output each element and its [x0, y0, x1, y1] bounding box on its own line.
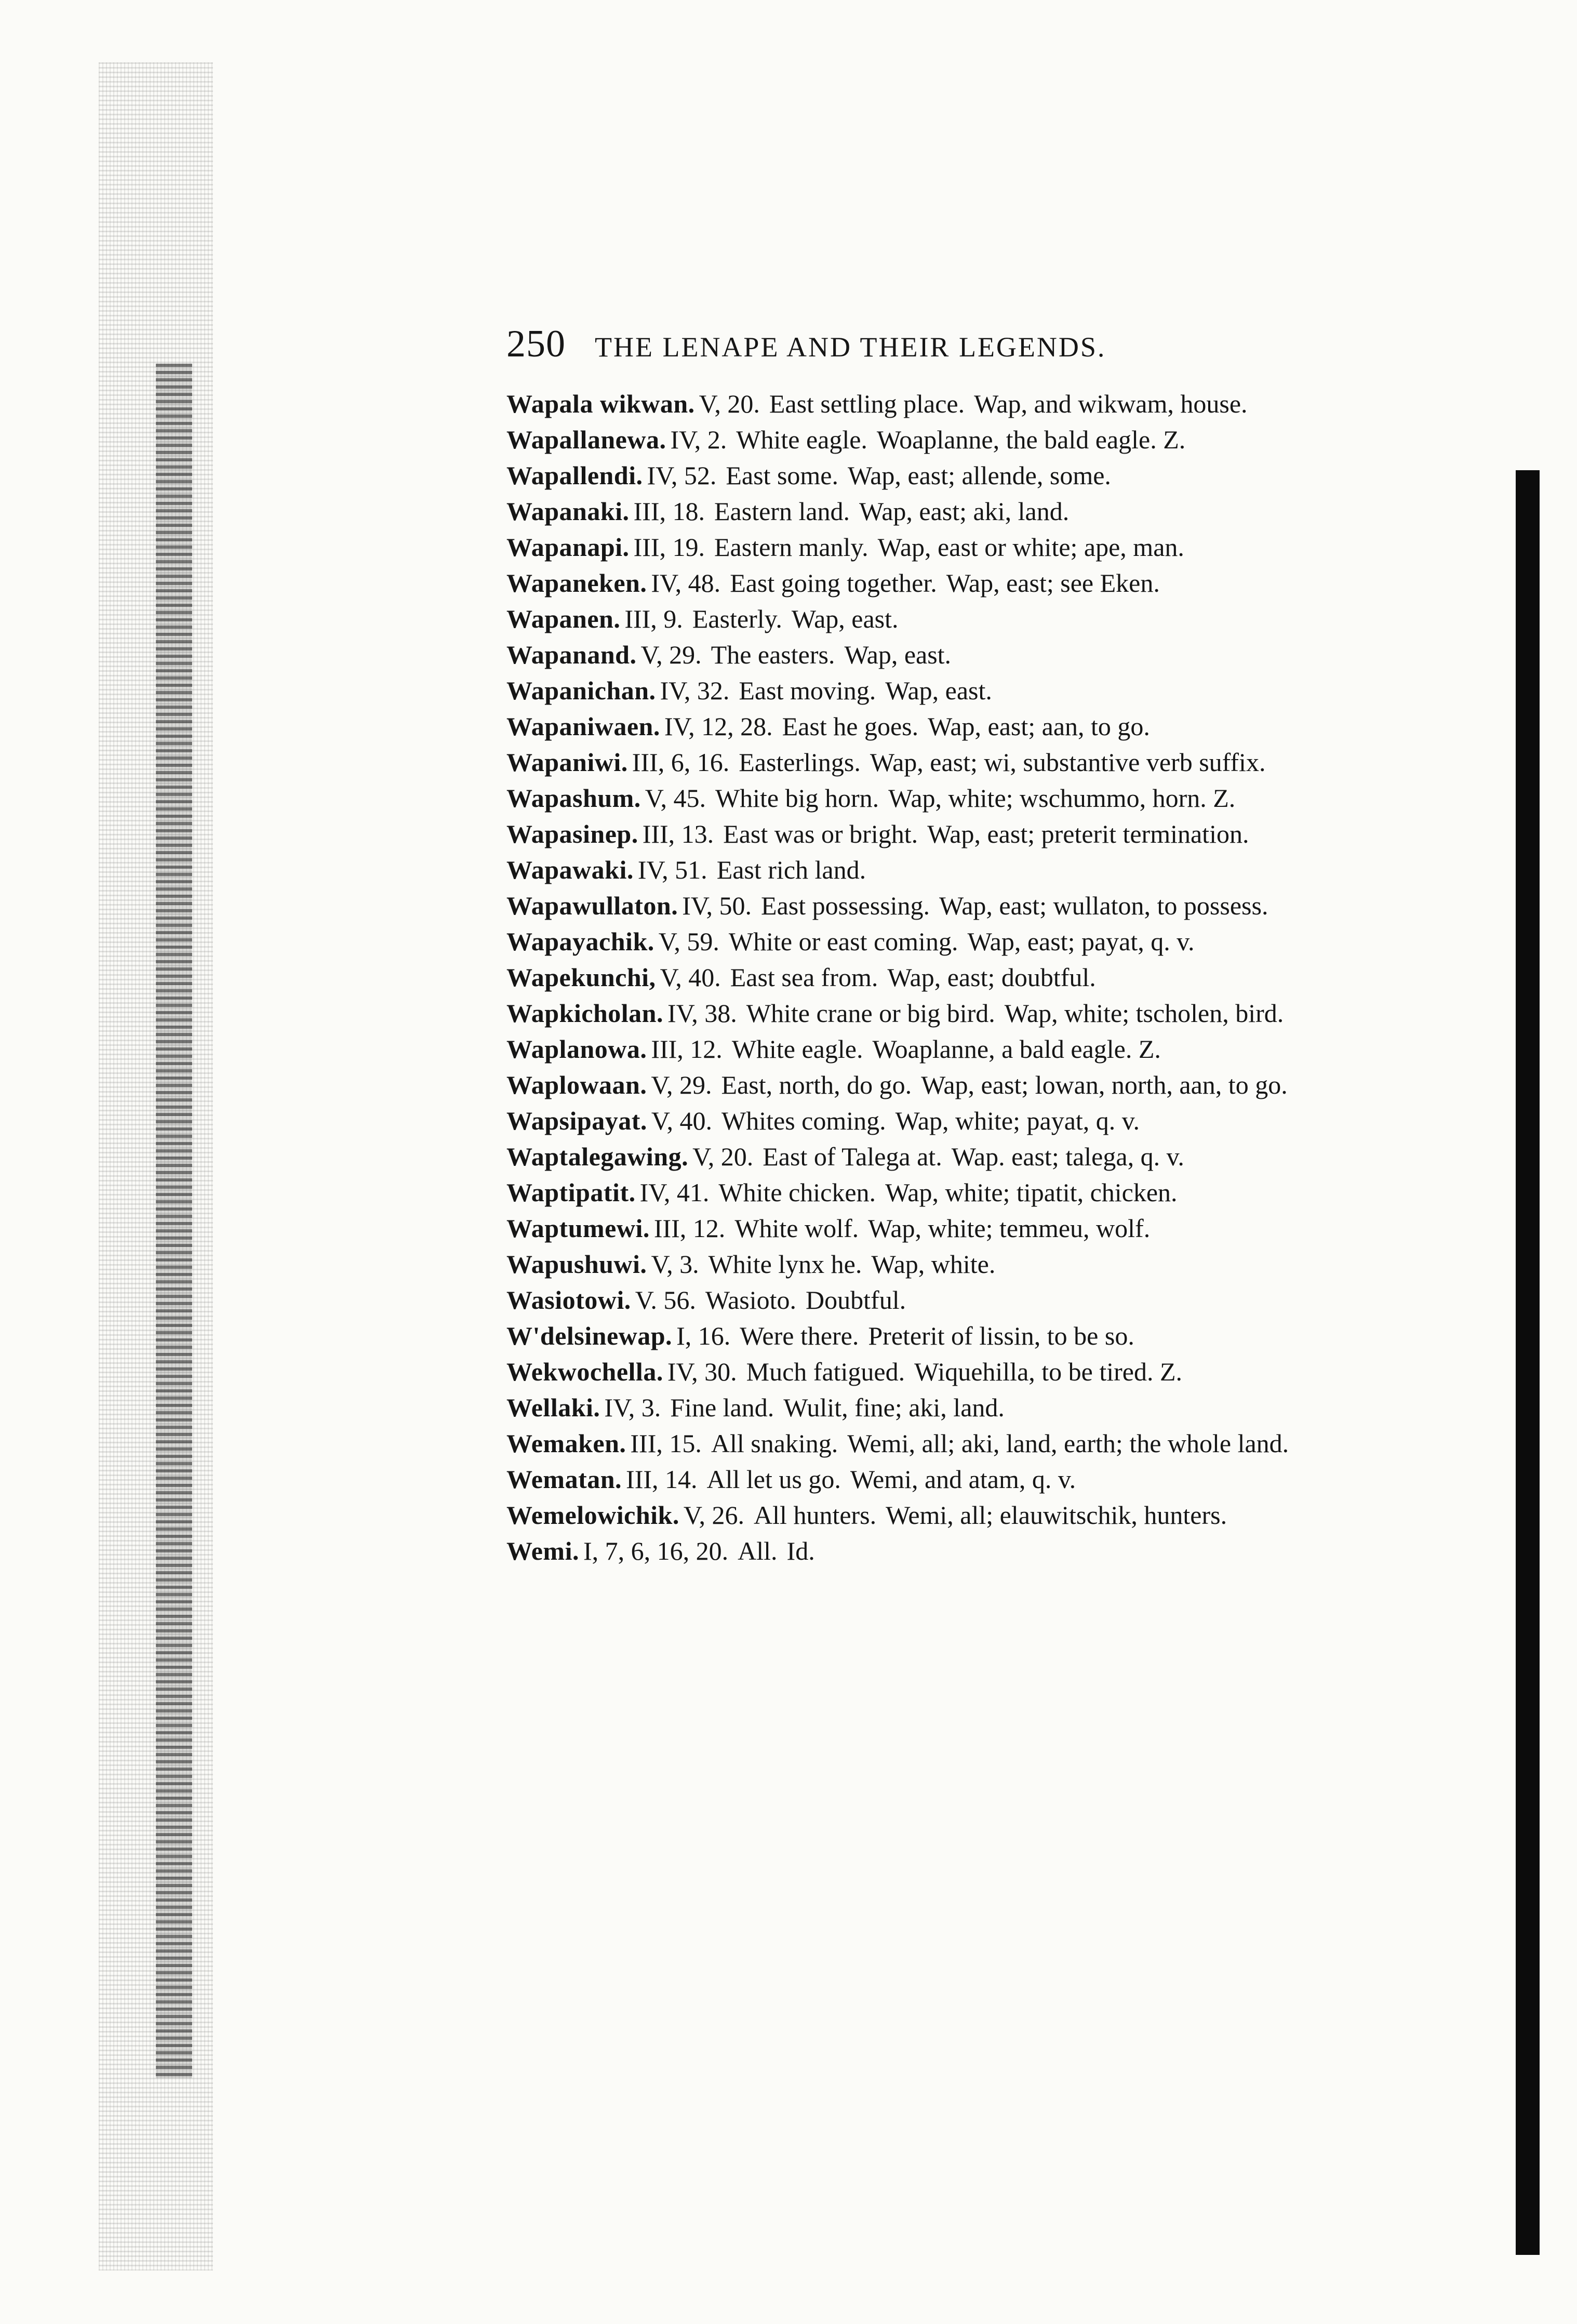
glossary-entry: [506, 1072, 1428, 1098]
entry-etymology: Woaplanne, the bald eagle. Z.: [876, 425, 1186, 454]
entry-headword: Wapsipayat.: [506, 1106, 647, 1135]
entry-etymology: Wap, and wikwam, house.: [974, 389, 1248, 418]
entry-etymology: Wap, east; aan, to go.: [928, 712, 1150, 741]
entry-gloss: Whites coming.: [721, 1106, 886, 1135]
entry-reference: IV, 50.: [682, 891, 752, 920]
entry-etymology: Doubtful.: [806, 1285, 906, 1314]
entry-reference: V, 40.: [651, 1106, 713, 1135]
entry-gloss: White or east coming.: [728, 927, 958, 956]
entry-reference: V, 40.: [660, 963, 721, 992]
entry-etymology: Wap, white.: [871, 1250, 996, 1279]
entry-reference: I, 16.: [676, 1321, 731, 1350]
entry-etymology: Wiquehilla, to be tired. Z.: [914, 1357, 1183, 1386]
glossary-entry: [506, 893, 1428, 919]
entry-headword: Wasiotowi.: [506, 1285, 631, 1314]
entry-headword: Wapashum.: [506, 783, 641, 813]
entry-headword: Waptalegawing.: [506, 1142, 689, 1171]
glossary-entry: [506, 1395, 1428, 1421]
entry-etymology: Wap, white; wschummo, horn. Z.: [888, 783, 1236, 813]
entry-headword: Wellaki.: [506, 1393, 600, 1422]
entry-reference: IV, 2.: [670, 425, 727, 454]
entry-headword: Wemelowichik.: [506, 1500, 679, 1530]
entry-headword: Wapawullaton.: [506, 891, 678, 920]
entry-etymology: Wap, east; lowan, north, aan, to go.: [921, 1070, 1288, 1099]
entry-etymology: Wemi, all; elauwitschik, hunters.: [886, 1500, 1227, 1530]
entry-gloss: East he goes.: [782, 712, 919, 741]
glossary-entry: [506, 1144, 1428, 1170]
glossary-entry: [506, 642, 1428, 668]
entry-reference: IV, 12, 28.: [664, 712, 773, 741]
glossary-entry: [506, 713, 1428, 740]
entry-gloss: East of Talega at.: [763, 1142, 942, 1171]
glossary-entries: [506, 391, 1428, 1564]
entry-reference: IV, 48.: [651, 568, 721, 597]
glossary-entry: [506, 534, 1428, 561]
entry-reference: III, 12.: [651, 1034, 723, 1064]
entry-reference: III, 13.: [642, 819, 714, 848]
glossary-entry: [506, 1251, 1428, 1278]
entry-gloss: Much fatigued.: [746, 1357, 905, 1386]
entry-headword: Wekwochella.: [506, 1357, 663, 1386]
glossary-entry: [506, 678, 1428, 704]
entry-etymology: Wap, east.: [791, 604, 899, 633]
entry-etymology: Wap, east; wi, substantive verb suffix.: [870, 748, 1266, 777]
glossary-entry: [506, 498, 1428, 525]
glossary-entry: [506, 1466, 1428, 1493]
entry-reference: V, 3.: [651, 1250, 699, 1279]
entry-headword: Wapallanewa.: [506, 425, 666, 454]
entry-gloss: All hunters.: [754, 1500, 877, 1530]
entry-gloss: East possessing.: [761, 891, 930, 920]
entry-gloss: White chicken.: [718, 1178, 876, 1207]
entry-etymology: Wemi, all; aki, land, earth; the whole land.: [847, 1429, 1289, 1458]
entry-gloss: Easterlings.: [739, 748, 861, 777]
entry-headword: Wapanichan.: [506, 676, 656, 705]
entry-gloss: Easterly.: [692, 604, 782, 633]
entry-gloss: Were there.: [740, 1321, 859, 1350]
page-binding-shadow: [156, 364, 192, 2078]
entry-headword: Wapallendi.: [506, 461, 643, 490]
entry-headword: Wapaniwi.: [506, 748, 628, 777]
glossary-entry: [506, 570, 1428, 596]
entry-etymology: Wap, east.: [844, 640, 952, 669]
glossary-entry: [506, 1430, 1428, 1457]
glossary-entry: [506, 391, 1428, 417]
entry-etymology: Wap, white; tscholen, bird.: [1004, 999, 1284, 1028]
entry-reference: IV, 51.: [637, 855, 707, 884]
entry-etymology: Wap, east or white; ape, man.: [877, 533, 1184, 562]
entry-etymology: Wap, white; tipatit, chicken.: [885, 1178, 1178, 1207]
glossary-entry: [506, 1323, 1428, 1349]
entry-reference: IV, 41.: [639, 1178, 710, 1207]
entry-headword: Wapasinep.: [506, 819, 638, 848]
entry-gloss: White crane or big bird.: [746, 999, 995, 1028]
entry-gloss: White wolf.: [734, 1214, 859, 1243]
entry-headword: Wapayachik.: [506, 927, 654, 956]
page-number: 250: [506, 323, 566, 365]
entry-gloss: East going together.: [730, 568, 937, 597]
entry-gloss: East rich land.: [716, 855, 866, 884]
glossary-entry: [506, 1000, 1428, 1027]
entry-gloss: Eastern land.: [714, 497, 850, 526]
entry-headword: Wapanen.: [506, 604, 621, 633]
entry-gloss: White big horn.: [715, 783, 879, 813]
running-head: [506, 322, 1428, 379]
entry-headword: Wapanand.: [506, 640, 637, 669]
entry-gloss: Wasioto.: [705, 1285, 797, 1314]
entry-etymology: Preterit of lissin, to be so.: [868, 1321, 1134, 1350]
entry-reference: III, 9.: [624, 604, 683, 633]
entry-reference: IV, 38.: [667, 999, 737, 1028]
entry-gloss: White lynx he.: [708, 1250, 862, 1279]
entry-etymology: Woaplanne, a bald eagle. Z.: [872, 1034, 1161, 1064]
glossary-entry: [506, 1179, 1428, 1206]
entry-headword: Wapanaki.: [506, 497, 630, 526]
entry-headword: Wematan.: [506, 1465, 622, 1494]
glossary-entry: [506, 462, 1428, 489]
entry-etymology: Wap, east; doubtful.: [887, 963, 1096, 992]
glossary-entry: [506, 1108, 1428, 1134]
entry-reference: V, 29.: [651, 1070, 712, 1099]
glossary-entry: [506, 857, 1428, 883]
entry-reference: III, 6, 16.: [632, 748, 730, 777]
entry-headword: Wapkicholan.: [506, 999, 663, 1028]
entry-reference: I, 7, 6, 16, 20.: [583, 1536, 729, 1565]
book-page: [506, 322, 1428, 1574]
entry-etymology: Wap, east; preterit termination.: [927, 819, 1249, 848]
entry-gloss: All snaking.: [711, 1429, 838, 1458]
entry-etymology: Wap, east; payat, q. v.: [967, 927, 1195, 956]
entry-headword: Wemi.: [506, 1536, 579, 1565]
glossary-entry: [506, 785, 1428, 812]
running-title: THE LENAPE AND THEIR LEGENDS.: [595, 331, 1106, 363]
entry-headword: Wapekunchi,: [506, 963, 656, 992]
glossary-entry: [506, 1215, 1428, 1242]
entry-etymology: Wulit, fine; aki, land.: [783, 1393, 1005, 1422]
page-edge-bar: [1516, 470, 1540, 2255]
entry-etymology: Wap, white; temmeu, wolf.: [868, 1214, 1151, 1243]
entry-headword: Waplowaan.: [506, 1070, 647, 1099]
entry-reference: V. 56.: [635, 1285, 696, 1314]
entry-gloss: All let us go.: [706, 1465, 841, 1494]
glossary-entry: [506, 1359, 1428, 1385]
entry-reference: V, 45.: [645, 783, 706, 813]
entry-reference: V, 29.: [640, 640, 702, 669]
glossary-entry: [506, 606, 1428, 632]
entry-gloss: White eagle.: [736, 425, 867, 454]
entry-reference: IV, 32.: [660, 676, 730, 705]
entry-reference: IV, 30.: [667, 1357, 737, 1386]
entry-reference: III, 19.: [633, 533, 705, 562]
entry-gloss: East some.: [726, 461, 838, 490]
entry-headword: Wapawaki.: [506, 855, 634, 884]
glossary-entry: [506, 964, 1428, 991]
entry-etymology: Id.: [786, 1536, 815, 1565]
entry-gloss: East moving.: [739, 676, 876, 705]
glossary-entry: [506, 427, 1428, 453]
entry-headword: Waplanowa.: [506, 1034, 647, 1064]
entry-reference: V, 20.: [699, 389, 760, 418]
entry-reference: V, 20.: [692, 1142, 754, 1171]
entry-headword: Waptipatit.: [506, 1178, 636, 1207]
entry-headword: Wapushuwi.: [506, 1250, 647, 1279]
entry-gloss: The easters.: [711, 640, 835, 669]
entry-gloss: Eastern manly.: [714, 533, 868, 562]
entry-headword: Wapaneken.: [506, 568, 647, 597]
entry-gloss: White eagle.: [731, 1034, 863, 1064]
entry-reference: III, 15.: [630, 1429, 702, 1458]
entry-etymology: Wap, east; see Eken.: [946, 568, 1160, 597]
glossary-entry: [506, 1538, 1428, 1564]
entry-headword: Wemaken.: [506, 1429, 626, 1458]
entry-etymology: Wap, east; allende, some.: [848, 461, 1111, 490]
glossary-entry: [506, 821, 1428, 847]
entry-etymology: Wap, east.: [885, 676, 992, 705]
entry-headword: Waptumewi.: [506, 1214, 650, 1243]
entry-reference: IV, 52.: [647, 461, 717, 490]
entry-reference: V, 26.: [683, 1500, 745, 1530]
entry-etymology: Wap, east; aki, land.: [859, 497, 1070, 526]
entry-etymology: Wemi, and atam, q. v.: [850, 1465, 1076, 1494]
glossary-entry: [506, 1287, 1428, 1313]
entry-reference: III, 18.: [633, 497, 705, 526]
entry-gloss: East sea from.: [730, 963, 878, 992]
glossary-entry: [506, 1502, 1428, 1529]
entry-reference: III, 14.: [626, 1465, 698, 1494]
entry-gloss: All.: [738, 1536, 778, 1565]
entry-reference: III, 12.: [653, 1214, 726, 1243]
entry-headword: W'delsinewap.: [506, 1321, 673, 1350]
entry-headword: Wapaniwaen.: [506, 712, 660, 741]
entry-gloss: Fine land.: [670, 1393, 774, 1422]
entry-gloss: East was or bright.: [723, 819, 918, 848]
entry-etymology: Wap, east; wullaton, to possess.: [939, 891, 1268, 920]
entry-gloss: East, north, do go.: [721, 1070, 912, 1099]
glossary-entry: [506, 928, 1428, 955]
entry-headword: Wapanapi.: [506, 533, 630, 562]
entry-etymology: Wap. east; talega, q. v.: [951, 1142, 1184, 1171]
glossary-entry: [506, 1036, 1428, 1063]
entry-reference: IV, 3.: [604, 1393, 661, 1422]
entry-headword: Wapala wikwan.: [506, 389, 695, 418]
entry-etymology: Wap, white; payat, q. v.: [895, 1106, 1140, 1135]
glossary-entry: [506, 749, 1428, 776]
entry-gloss: East settling place.: [769, 389, 965, 418]
entry-reference: V, 59.: [658, 927, 719, 956]
